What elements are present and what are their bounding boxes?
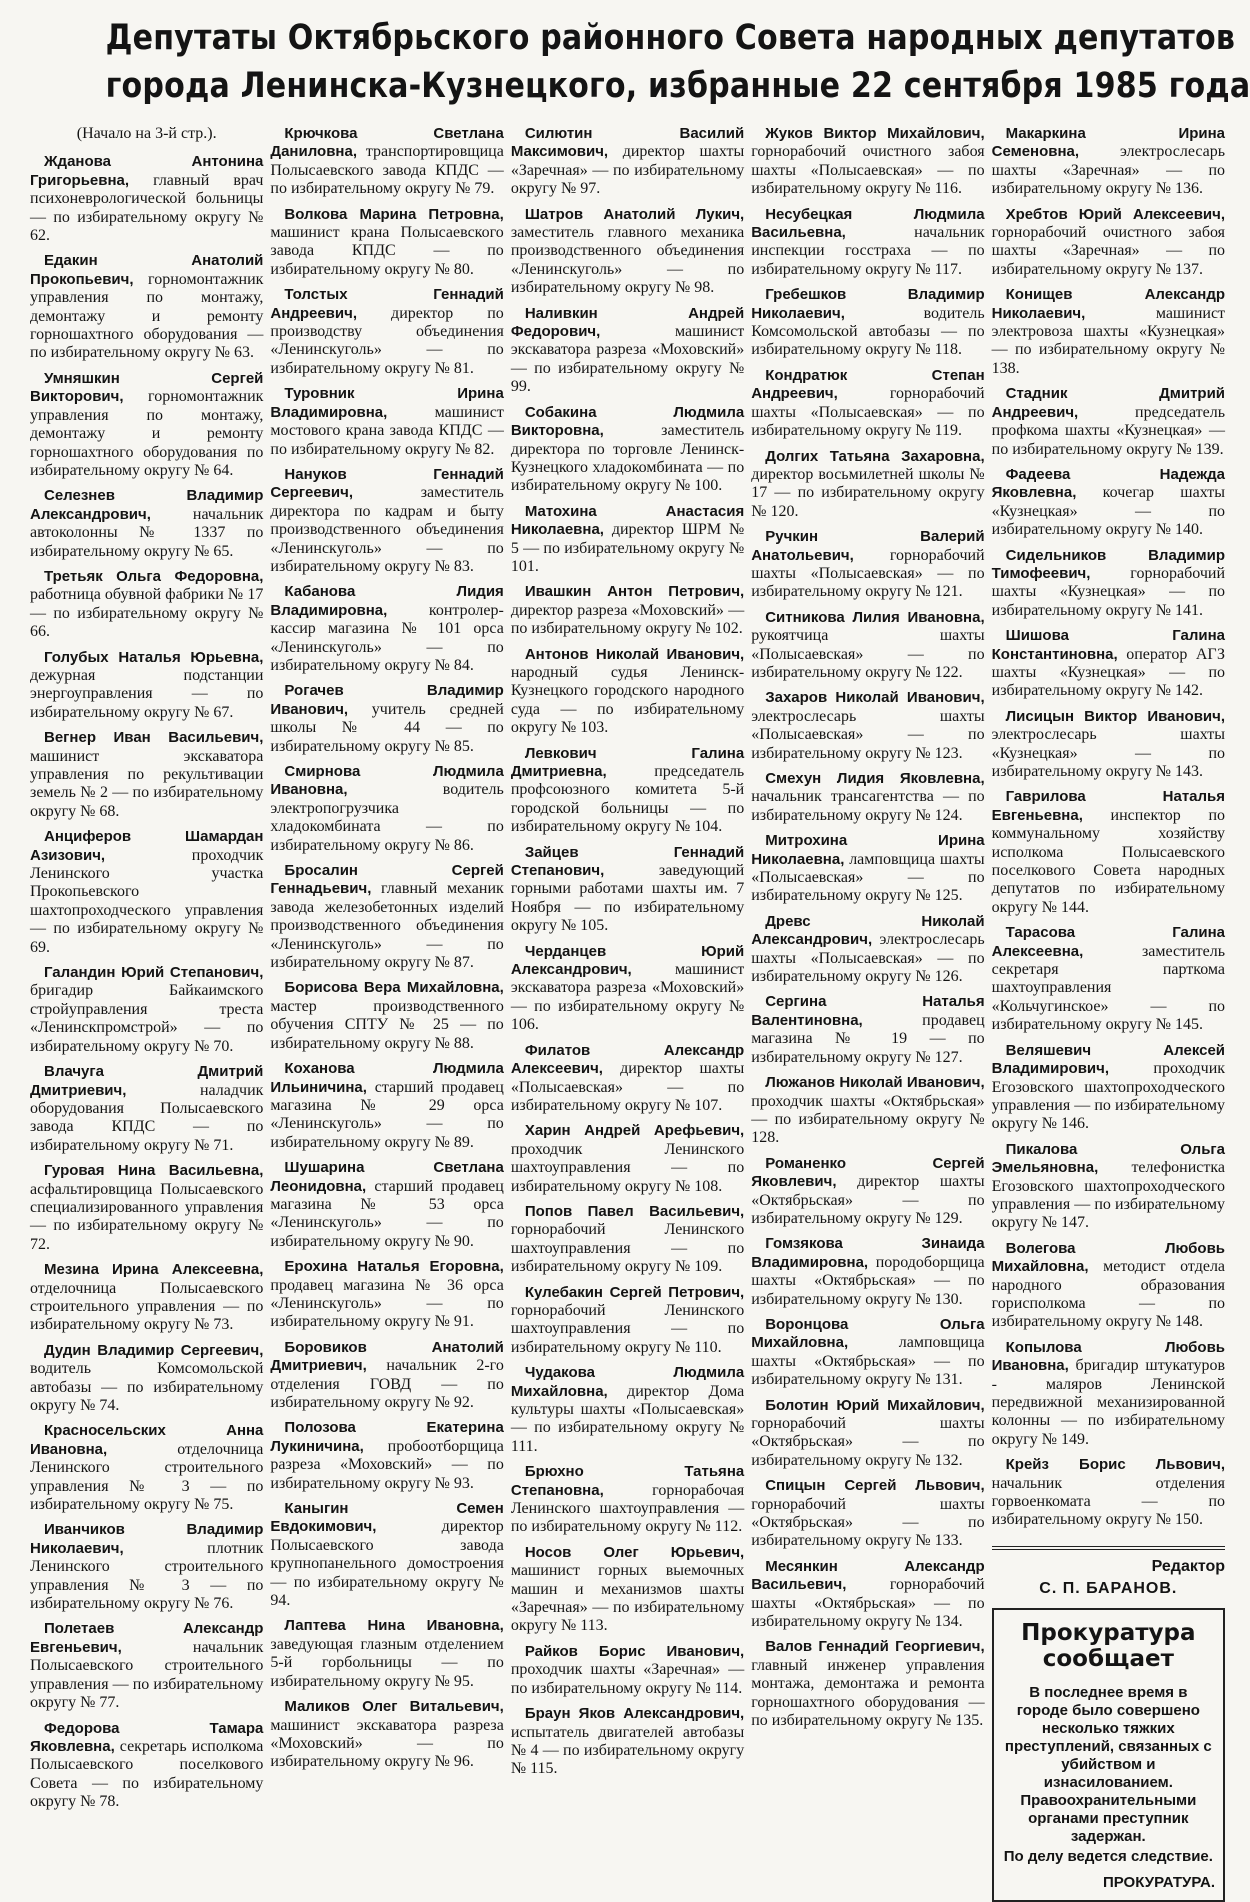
deputy-name: Дудин Владимир Сергеевич, [44, 1341, 264, 1359]
deputy-description: водитель Комсомольской автобазы — по избирательному округу № 74. [30, 1360, 264, 1414]
deputy-description: электрослесарь шахты «Заречная» — по избирательному округу № 136. [991, 143, 1226, 198]
editor-name: С. П. БАРАНОВ. [1039, 1579, 1178, 1597]
deputy-entry [30, 1620, 263, 1712]
deputy-description: горнорабочая Ленинского шахтоуправления — по избирательному округу № 112. [510, 1481, 745, 1536]
deputy-description: ламповщица шахты «Октябрьская» — по избирательному округу № 131. [751, 1334, 985, 1389]
deputy-description: горнорабочий шахты «Полысаевская» — по избирательному округу № 119. [751, 385, 985, 440]
deputy-description: директор шахты «Полысаевская» — по избирательному округу № 107. [510, 1060, 745, 1114]
deputy-name: Ситникова Лилия Ивановна, [765, 608, 985, 626]
deputy-entry [511, 1643, 744, 1698]
deputy-entry [751, 448, 984, 522]
deputy-description: машинист крана Полысаевского завода КПДС — по избирательному округу № 80. [270, 224, 504, 278]
deputy-description: отделочница Ленинского строительного управления № 3 — по избирательному округу № 75. [30, 1440, 264, 1514]
deputy-name: Матохина Анастасия Николаевна, [510, 502, 745, 539]
deputy-description: испытатель двигателей автобазы № 4 — по избирательному округу № 115. [510, 1723, 745, 1778]
deputies-columns [30, 125, 1226, 1891]
deputy-entry [751, 609, 984, 683]
deputy-entry [30, 1342, 263, 1416]
deputy-name: Сидельников Владимир Тимофеевич, [991, 546, 1226, 582]
deputy-name: Захаров Николай Иванович, [765, 689, 985, 707]
deputy-name: Воронцова Ольга Михайловна, [751, 1315, 985, 1352]
deputy-description: председатель профкома шахты «Кузнецкая» — по избирательному округу № 139. [991, 403, 1226, 458]
deputy-description: контролер-кассир магазина № 101 орса «Ленинскуголь» — по избирательному округу № 84. [270, 601, 504, 674]
deputy-name: Наливкин Андрей Федорович, [510, 304, 745, 341]
deputy-name: Гуровая Нина Васильевна, [44, 1162, 264, 1180]
deputy-name: Пикалова Ольга Эмельяновна, [991, 1140, 1226, 1177]
deputy-description: горнорабочий Ленинского шахтоуправления — по избирательному округу № 109. [510, 1221, 745, 1276]
deputy-entry [30, 649, 263, 723]
deputy-description: директор ШРМ № 5 — по избирательному округу № 101. [510, 521, 745, 575]
deputy-entry [30, 1162, 263, 1254]
deputy-name: Нануков Геннадий Сергеевич, [270, 465, 504, 502]
deputy-entry [270, 1500, 503, 1610]
deputy-description: электрослесарь шахты «Полысаевская» — по избирательному округу № 123. [751, 707, 985, 762]
deputy-name: Волегова Любовь Михайловна, [991, 1239, 1226, 1276]
deputy-description: директор восьмилетней школы № 17 — по избирательному округу № 120. [751, 465, 985, 520]
deputy-name: Каныгин Семен Евдокимович, [270, 1500, 504, 1536]
deputy-name: Тарасова Галина Алексеевна, [991, 924, 1226, 960]
deputy-name: Боровиков Анатолий Дмитриевич, [270, 1338, 504, 1375]
deputy-description: рукоятчица шахты «Полысаевская» — по избирательному округу № 122. [751, 627, 985, 681]
deputy-description: заместитель секретаря парткома шахтоуправления «Кольчугинское» — по избирательному округу № 145. [991, 942, 1226, 1034]
deputy-description: начальник отделения горвоенкомата — по избирательному округу № 150. [991, 1474, 1226, 1529]
deputy-description: горнорабочий шахты «Октябрьская» — по избирательному округу № 133. [751, 1495, 985, 1550]
deputy-name: Ивашкин Антон Петрович, [524, 583, 745, 601]
deputy-entry [30, 252, 263, 362]
deputy-description: машинист экскаватора разреза «Моховский» — по избирательному округу № 96. [270, 1716, 504, 1771]
deputy-entry [751, 1558, 984, 1632]
headline-line-2: города Ленинска-Кузнецкого, избранные 22 сентября 1985 года [105, 66, 1250, 106]
editor-block [992, 1546, 1225, 1600]
deputy-name: Браун Яков Александрович, [524, 1705, 745, 1723]
deputy-description: заместитель директора по кадрам и быту производственного объединения «Ленинскуголь» — по избирательному округу № 83. [270, 484, 504, 575]
deputy-name: Месянкин Александр Васильевич, [751, 1557, 985, 1594]
deputy-name: Валов Геннадий Георгиевич, [765, 1638, 985, 1656]
deputy-entry [511, 844, 744, 936]
deputy-entry [270, 286, 503, 378]
deputy-entry [30, 370, 263, 480]
deputy-description: председатель профсоюзного комитета 5-й городской больницы — по избирательному округу № 104. [510, 763, 745, 836]
deputy-entry [511, 745, 744, 837]
deputy-name: Кулебакин Сергей Петрович, [524, 1283, 745, 1301]
deputy-description: горнорабочий шахты «Кузнецкая» — по избирательному округу № 141. [991, 564, 1226, 619]
deputy-description: машинист электровоза шахты «Кузнецкая» — по избирательному округу № 138. [991, 304, 1226, 377]
deputy-name: Кондратюк Степан Андреевич, [751, 366, 985, 403]
deputy-name: Крючкова Светлана Даниловна, [270, 125, 504, 161]
deputy-description: электрослесарь шахты «Кузнецкая» — по избирательному округу № 143. [991, 726, 1226, 780]
deputy-name: Стадник Дмитрий Андреевич, [991, 385, 1226, 421]
deputy-description: кочегар шахты «Кузнецкая» — по избирательному округу № 140. [991, 484, 1226, 539]
deputy-description: машинист экскаватора разреза «Моховский» — по избирательному округу № 106. [510, 961, 745, 1034]
deputy-entry [511, 1463, 744, 1537]
column-2 [270, 125, 503, 1869]
deputy-name: Волкова Марина Петровна, [284, 205, 504, 223]
deputy-entry [511, 1122, 744, 1196]
deputy-description: учитель средней школы № 44 — по избирательному округу № 85. [270, 700, 504, 755]
deputy-entry [511, 1203, 744, 1277]
deputy-entry [992, 125, 1225, 199]
deputy-name: Сергина Наталья Валентиновна, [751, 993, 985, 1029]
deputy-entry [751, 1155, 984, 1229]
deputy-name: Брюхно Татьяна Степановна, [510, 1463, 745, 1499]
deputy-name: Шишова Галина Константиновна, [991, 627, 1226, 663]
deputy-entry [30, 729, 263, 821]
deputy-description: проходчик шахты «Заречная» — по избирательному округу № 114. [510, 1661, 745, 1697]
deputy-name: Конищев Александр Николаевич, [991, 286, 1226, 322]
deputy-entry [270, 1617, 503, 1691]
deputy-entry [270, 1258, 503, 1332]
deputy-entry [511, 1705, 744, 1779]
deputy-name: Чудакова Людмила Михайловна, [510, 1364, 745, 1400]
deputy-entry [751, 1397, 984, 1471]
deputy-entry [270, 862, 503, 972]
deputy-name: Борисова Вера Михайловна, [284, 979, 504, 997]
deputy-name: Фадеева Надежда Яковлевна, [991, 465, 1226, 502]
deputy-entry [30, 487, 263, 561]
deputy-entry [270, 385, 503, 459]
deputy-description: начальник инспекции госстраха — по избирательному округу № 117. [751, 224, 985, 278]
deputy-name: Ерохина Наталья Егоровна, [284, 1258, 504, 1276]
deputy-name: Жданова Антонина Григорьевна, [30, 153, 264, 189]
deputy-name: Ручкин Валерий Анатольевич, [751, 528, 985, 564]
deputy-description: инспектор по коммунальному хозяйству исполкома Полысаевского поселкового Совета народных депутатов по избирательному округу № 144. [991, 806, 1226, 916]
deputy-entry [270, 682, 503, 756]
deputy-name: Попов Павел Васильевич, [524, 1202, 745, 1220]
column-5 [991, 125, 1226, 1891]
deputy-entry [270, 1419, 503, 1493]
deputy-entry [992, 1042, 1225, 1134]
deputy-description: отделочница Полысаевского строительного управления — по избирательному округу № 73. [30, 1279, 264, 1334]
deputy-description: мастер производственного обучения СПТУ № 25 — по избирательному округу № 88. [270, 997, 504, 1052]
deputy-entry [992, 206, 1225, 280]
deputy-description: породоборщица шахты «Октябрьская» — по избирательному округу № 130. [751, 1253, 985, 1308]
deputy-description: начальник Полысаевского строительного управления — по избирательному округу № 77. [30, 1638, 264, 1712]
deputy-name: Иванчиков Владимир Николаевич, [30, 1521, 264, 1557]
deputy-entry [511, 125, 744, 199]
notice-title-line-1: Прокуратура [1021, 1619, 1196, 1646]
deputy-description: директор по производству объединения «Ленинскуголь» — по избирательному округу № 81. [270, 304, 504, 377]
deputy-name: Коханова Людмила Ильиничина, [270, 1060, 504, 1096]
deputy-entry [30, 1521, 263, 1613]
deputy-entry [751, 1316, 984, 1390]
deputy-entry [992, 286, 1225, 378]
column-4 [751, 125, 984, 1869]
notice-body-2: По делу ведется следствие. [1003, 1847, 1213, 1865]
deputy-entry [511, 1544, 744, 1636]
deputy-description: горномонтажник управления по монтажу, демонтажу и ремонту горношахтного оборудования — по избирательному округу № 63. [30, 270, 264, 362]
deputy-name: Антонов Николай Иванович, [524, 645, 745, 663]
deputy-entry [30, 1261, 263, 1335]
deputy-name: Макаркина Ирина Семеновна, [991, 125, 1226, 161]
deputy-description: главный инженер управления монтажа, демонтажа и ремонта горношахтного оборудования — по избирательному округу № 135. [751, 1656, 985, 1730]
deputy-name: Болотин Юрий Михайлович, [765, 1396, 985, 1414]
deputy-entry [992, 1240, 1225, 1332]
deputy-entry [30, 964, 263, 1056]
deputy-description: горнорабочий очистного забоя шахты «Полысаевская» — по избирательному округу № 116. [751, 143, 985, 198]
notice-signature: ПРОКУРАТУРА. [1102, 1873, 1216, 1891]
deputy-description: машинист мостового крана завода КПДС — по избирательному округу № 82. [270, 403, 504, 458]
deputy-entry [751, 913, 984, 987]
notice-body: В последнее время в городе было совершено несколько тяжких преступлений, связанных с убийством и изнасилованием. Правоохранительными органами преступник задержан. [1004, 1683, 1212, 1845]
deputy-entry [751, 993, 984, 1067]
deputy-name: Кабанова Лидия Владимировна, [270, 583, 504, 619]
deputy-description: машинист горных выемочных машин и механизмов шахты «Заречная» — по избирательному округу № 113. [510, 1562, 745, 1635]
deputy-description: проходчик Ленинского шахтоуправления — по избирательному округу № 108. [510, 1140, 745, 1195]
deputy-name: Несубецкая Людмила Васильевна, [751, 205, 985, 242]
deputy-description: асфальтировщица Полысаевского специализированного управления — по избирательному округу № 72. [30, 1180, 264, 1253]
deputy-description: горномонтажник управления по монтажу, демонтажу и ремонту горношахтного оборудования по избирательному округу № 64. [30, 388, 264, 479]
deputy-entry [511, 1042, 744, 1116]
deputy-entry [270, 466, 503, 576]
deputy-entry [270, 979, 503, 1053]
deputy-name: Шушарина Светлана Леонидовна, [270, 1159, 504, 1195]
deputy-entry [751, 125, 984, 199]
deputy-entry [30, 828, 263, 957]
deputy-description: плотник Ленинского строительного управления № 3 — по избирательному округу № 76. [30, 1539, 264, 1613]
deputy-name: Вегнер Иван Васильевич, [44, 729, 264, 747]
deputy-name: Райков Борис Иванович, [524, 1642, 745, 1660]
deputy-name: Силютин Василий Максимович, [510, 125, 745, 161]
deputy-entry [511, 305, 744, 397]
deputy-description: наладчик оборудования Полысаевского завода КПДС — по избирательному округу № 71. [30, 1081, 264, 1154]
deputy-description: машинист экскаватора разреза «Моховский» — по избирательному округу № 99. [510, 323, 745, 396]
deputy-name: Полозова Екатерина Лукиничина, [270, 1419, 504, 1455]
deputy-name: Романенко Сергей Яковлевич, [751, 1154, 985, 1191]
deputy-entry [992, 1339, 1225, 1449]
deputy-entry [270, 1060, 503, 1152]
deputy-entry [751, 1638, 984, 1730]
deputy-entry [270, 763, 503, 855]
deputy-description: заведующая глазным отделением 5-й горбольницы — по избирательному округу № 95. [270, 1635, 504, 1690]
deputy-description: горнорабочий очистного забоя шахты «Заречная» — по избирательному округу № 137. [991, 224, 1226, 278]
deputy-description: главный механик завода железобетонных изделий производственного объединения «Ленинскуголь» — по избирательному округу № 87. [270, 880, 504, 972]
deputy-name: Смехун Лидия Яковлевна, [765, 770, 985, 787]
deputy-description: продавец магазина № 19 — по избирательному округу № 127. [751, 1011, 985, 1066]
deputy-name: Люжанов Николай Иванович, [765, 1074, 985, 1092]
deputy-name: Гребешков Владимир Николаевич, [751, 286, 985, 322]
deputy-name: Зайцев Геннадий Степанович, [510, 843, 745, 880]
deputy-name: Спицын Сергей Львович, [765, 1477, 985, 1495]
deputy-description: секретарь исполкома Полысаевского поселкового Совета — по избирательному округу № 78. [30, 1737, 264, 1811]
deputy-name: Собакина Людмила Викторовна, [510, 403, 745, 440]
column-5-entries [992, 125, 1225, 1530]
deputy-description: директор Полысаевского завода крупнопанельного домостроения — по избирательному округу № 94. [270, 1518, 504, 1610]
deputy-description: заместитель главного механика производственного объединения «Ленинскуголь» — по избирательному округу № 98. [510, 224, 745, 297]
deputy-name: Древс Николай Александрович, [751, 912, 985, 949]
deputy-description: директор шахты «Заречная» — по избирательному округу № 97. [510, 143, 745, 198]
deputy-entry [751, 528, 984, 602]
deputy-entry [30, 1422, 263, 1514]
deputy-description: ламповщица шахты «Полысаевская» — по избирательному округу № 125. [751, 850, 985, 905]
deputy-name: Голубых Наталья Юрьевна, [44, 648, 264, 666]
deputy-name: Анциферов Шамардан Азизович, [30, 828, 264, 864]
deputy-name: Крейз Борис Львович, [1005, 1456, 1226, 1474]
deputy-entry [270, 206, 503, 280]
deputy-name: Гаврилова Наталья Евгеньевна, [991, 788, 1226, 824]
deputy-entry [270, 583, 503, 675]
deputy-description: начальник автоколонны № 1337 по избирательному округу № 65. [30, 505, 264, 560]
deputy-name: Влачуга Дмитрий Дмитриевич, [30, 1063, 264, 1099]
deputy-description: пробоотборщица разреза «Моховский» — по избирательному округу № 93. [270, 1437, 504, 1492]
deputy-entry [511, 943, 744, 1035]
deputy-entry [511, 1284, 744, 1358]
deputy-name: Туровник Ирина Владимировна, [270, 385, 504, 421]
deputy-name: Селезнев Владимир Александрович, [30, 487, 264, 523]
deputy-description: проходчик шахты «Октябрьская» — по избирательному округу № 128. [751, 1092, 985, 1147]
deputy-name: Бросалин Сергей Геннадьевич, [270, 862, 504, 898]
deputy-description: транспортировщица Полысаевского завода КПДС — по избирательному округу № 79. [270, 143, 504, 198]
deputy-description: горнорабочий шахты «Октябрьская» — по избирательному округу № 134. [751, 1576, 985, 1631]
deputy-description: машинист экскаватора управления по рекультивации земель № 2 — по избирательному округу № 68. [30, 747, 264, 820]
deputy-entry [751, 286, 984, 360]
deputy-description: старший продавец магазина № 29 орса «Ленинскуголь» — по избирательному округу № 89. [270, 1078, 504, 1151]
deputy-entry [511, 583, 744, 638]
deputy-name: Гомзякова Зинаида Владимировна, [751, 1235, 985, 1271]
deputy-entry [992, 627, 1225, 701]
continued-note: (Начало на 3-й стр.). [76, 125, 217, 142]
deputy-name: Носов Олег Юрьевич, [524, 1543, 745, 1561]
deputy-description: горнорабочий Ленинского шахтоуправления — по избирательному округу № 110. [510, 1301, 745, 1356]
deputy-description: главный врач психоневрологической больницы — по избирательному округу № 62. [30, 171, 264, 245]
deputy-entry [751, 1074, 984, 1148]
deputy-entry [751, 206, 984, 280]
deputy-name: Рогачев Владимир Иванович, [270, 682, 504, 718]
deputy-description: заведующий горными работами шахты им. 7 Ноября — по избирательному округу № 105. [510, 862, 745, 935]
deputy-name: Хребтов Юрий Алексеевич, [1005, 205, 1226, 223]
deputy-entry [992, 1456, 1225, 1530]
deputy-description: старший продавец магазина № 53 орса «Ленинскуголь» — по избирательному округу № 90. [270, 1177, 504, 1250]
deputy-description: телефонистка Егозовского шахтопроходческого управления — по избирательному округу № 147. [991, 1159, 1226, 1232]
deputy-description: директор разреза «Моховский» — по избирательному округу № 102. [510, 601, 745, 638]
deputy-name: Долгих Татьяна Захаровна, [765, 447, 985, 465]
deputy-description: директор Дома культуры шахты «Полысаевская» — по избирательному округу № 111. [510, 1382, 745, 1455]
deputy-entry [992, 466, 1225, 540]
deputy-name: Жуков Виктор Михайлович, [765, 125, 985, 142]
deputy-name: Веляшевич Алексей Владимирович, [991, 1041, 1226, 1078]
deputy-entry [270, 1159, 503, 1251]
deputy-entry [751, 1477, 984, 1551]
deputy-description: народный судья Ленинск-Кузнецкого городского народного суда — по избирательному округу № 103. [510, 663, 745, 737]
deputy-entry [751, 689, 984, 763]
deputy-name: Федорова Тамара Яковлевна, [30, 1719, 264, 1755]
deputy-name: Маликов Олег Витальевич, [284, 1698, 504, 1716]
deputy-description: оператор АГЗ шахты «Кузнецкая» — по избирательному округу № 142. [991, 645, 1226, 700]
deputy-name: Толстых Геннадий Андреевич, [270, 286, 504, 322]
headline-line-1: Депутаты Октябрьского районного Совета народных депутатов [105, 18, 1236, 58]
deputy-name: Харин Андрей Арефьевич, [524, 1122, 745, 1140]
deputy-description: дежурная подстанции энергоуправления — по избирательному округу № 67. [30, 666, 264, 721]
deputy-description: горнорабочий шахты «Полысаевская» — по избирательному округу № 121. [751, 546, 985, 601]
deputy-name: Лаптева Нина Ивановна, [284, 1617, 504, 1635]
column-1 [30, 125, 263, 1869]
deputy-description: продавец магазина № 36 орса «Ленинскуголь» — по избирательному округу № 91. [270, 1276, 504, 1331]
deputy-entry [511, 646, 744, 738]
deputy-entry [992, 708, 1225, 782]
deputy-entry [270, 1339, 503, 1413]
deputy-description: работница обувной фабрики № 17 — по избирательному округу № 66. [30, 586, 264, 641]
deputy-name: Черданцев Юрий Александрович, [510, 942, 745, 979]
deputy-entry [511, 206, 744, 298]
deputy-entry [511, 503, 744, 577]
deputy-description: бригадир Байкаимского стройуправления треста «Ленинскпромстрой» — по избирательному округу № 70. [30, 982, 264, 1055]
deputy-description: электрослесарь шахты «Полысаевская» — по избирательному округу № 126. [751, 931, 985, 986]
deputy-entry [992, 1141, 1225, 1233]
deputy-entry [30, 568, 263, 642]
deputy-entry [992, 924, 1225, 1034]
deputy-entry [751, 367, 984, 441]
deputy-name: Галандин Юрий Степанович, [44, 964, 264, 982]
deputy-name: Митрохина Ирина Николаевна, [751, 832, 985, 868]
column-3 [511, 125, 744, 1869]
page-headline [105, 14, 1250, 110]
prosecutor-notice [992, 1608, 1225, 1902]
deputy-name: Филатов Александр Алексеевич, [510, 1041, 745, 1078]
deputy-description: начальник трансагентства — по избирательному округу № 124. [751, 788, 985, 824]
deputy-name: Третьяк Ольга Федоровна, [44, 567, 264, 585]
deputy-description: методист отдела народного образования горисполкома — по избирательному округу № 148. [991, 1258, 1226, 1331]
deputy-name: Копылова Любовь Ивановна, [991, 1338, 1226, 1375]
deputy-name: Смирнова Людмила Ивановна, [270, 763, 504, 799]
deputy-description: горнорабочий шахты «Октябрьская» — по избирательному округу № 132. [751, 1415, 985, 1469]
deputy-entry [751, 1235, 984, 1309]
deputy-name: Шатров Анатолий Лукич, [524, 205, 745, 223]
deputy-description: водитель Комсомольской автобазы — по избирательному округу № 118. [751, 304, 985, 359]
deputy-name: Полетаев Александр Евгеньевич, [30, 1620, 264, 1656]
deputy-description: директор шахты «Октябрьская» — по избирательному округу № 129. [751, 1173, 985, 1227]
deputy-description: проходчик Ленинского участка Прокопьевского шахтопроходческого управления — по избирательному округу № 69. [30, 846, 264, 956]
deputy-entry [30, 1063, 263, 1155]
deputy-entry [751, 770, 984, 825]
deputy-name: Едакин Анатолий Прокопьевич, [30, 252, 264, 288]
deputy-entry [751, 832, 984, 906]
deputy-description: начальник 2-го отделения ГОВД — по избирательному округу № 92. [270, 1357, 504, 1411]
deputy-description: заместитель директора по торговле Ленинск-Кузнецкого хладокомбината — по избирательному округу № 100. [510, 422, 745, 495]
deputy-entry [511, 1364, 744, 1456]
deputy-entry [992, 788, 1225, 917]
deputy-description: бригадир штукатуров - маляров Ленинской передвижной механизированной колонны — по избирательному округу № 149. [991, 1357, 1226, 1448]
deputy-entry [270, 125, 503, 199]
deputy-entry [30, 1720, 263, 1812]
deputy-description: водитель электропогрузчика хладокомбината — по избирательному округу № 86. [270, 781, 504, 854]
deputy-entry [992, 547, 1225, 621]
deputy-name: Лисицын Виктор Иванович, [1005, 707, 1226, 725]
editor-title: Редактор [1151, 1557, 1226, 1575]
deputy-description: проходчик Егозовского шахтопроходческого управления — по избирательному округу № 146. [991, 1060, 1226, 1133]
deputy-entry [30, 153, 263, 245]
deputy-entry [511, 404, 744, 496]
deputy-entry [270, 1698, 503, 1772]
deputy-name: Красносельских Анна Ивановна, [30, 1422, 264, 1458]
deputy-name: Мезина Ирина Алексеевна, [44, 1261, 264, 1279]
notice-title-line-2: сообщает [1042, 1645, 1174, 1672]
deputy-entry [992, 385, 1225, 459]
deputy-name: Умняшкин Сергей Викторович, [30, 369, 264, 406]
deputy-name: Левкович Галина Дмитриевна, [510, 744, 745, 780]
